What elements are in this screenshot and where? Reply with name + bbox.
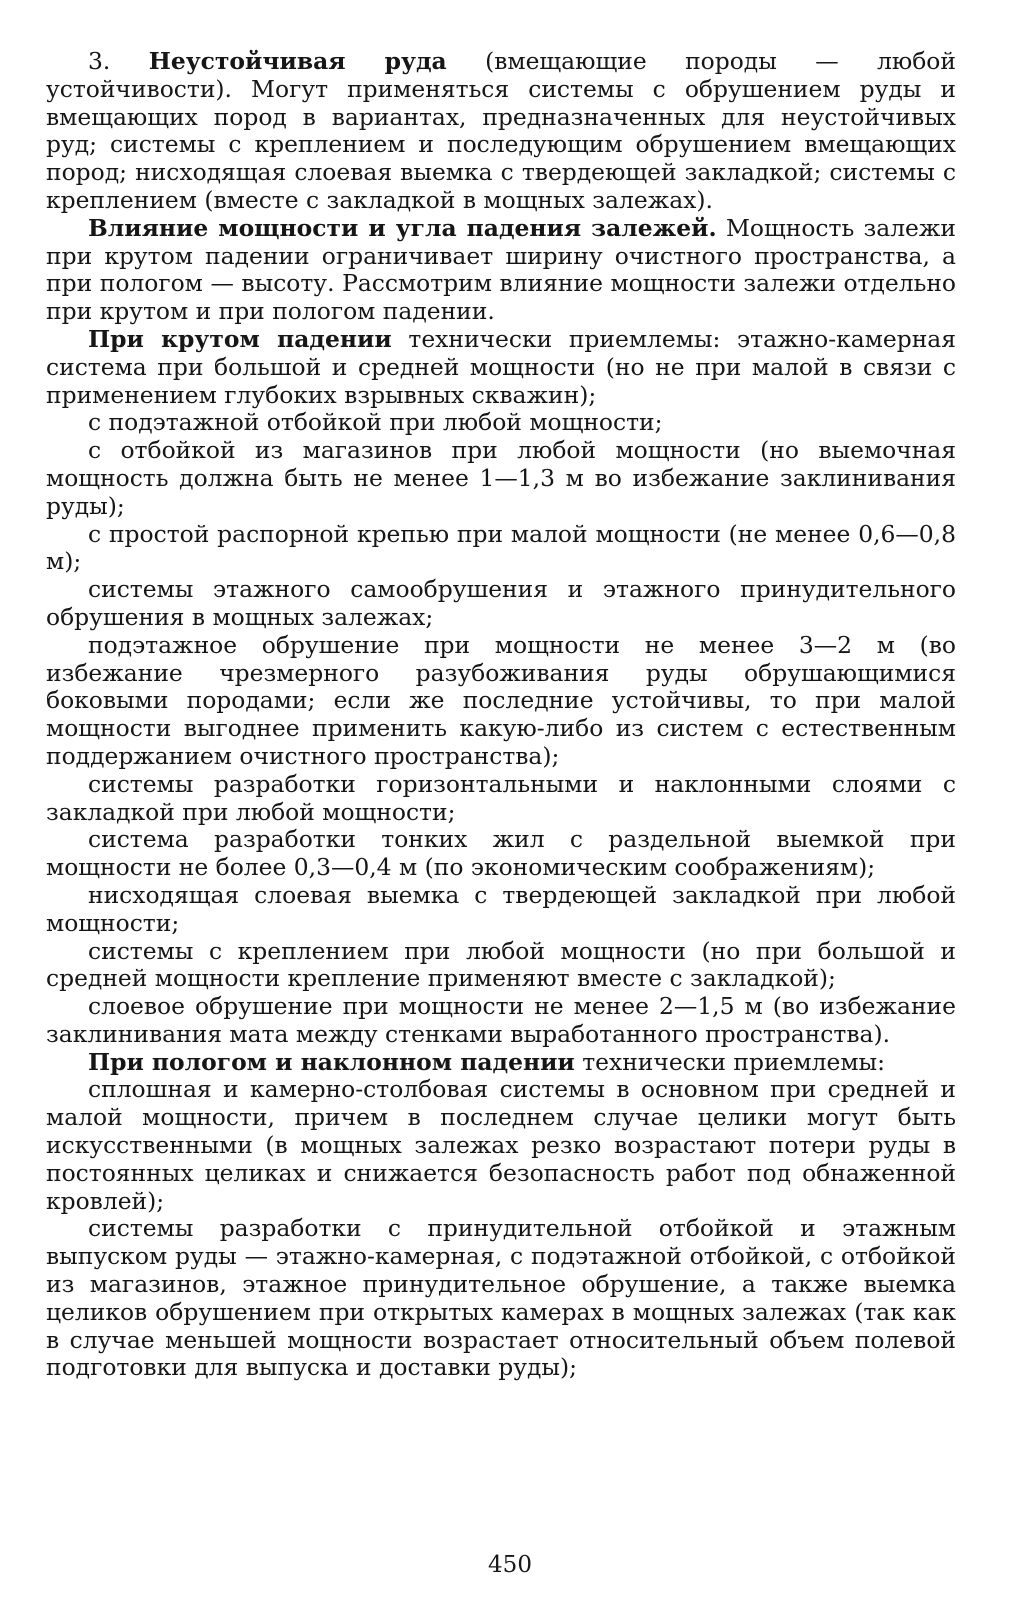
list-item: подэтажное обрушение при мощности не менее 3—2 м (во избежание чрезмерного разубоживания руды обрушающимися боковыми породами; если же последние устойчивы, то при малой мощности выгоднее применить какую-либо из систем с естественным поддержанием очистного пространства); (46, 630, 956, 770)
list-item: с подэтажной отбойкой при любой мощности; (88, 408, 663, 437)
list-item: слоевое обрушение при мощности не менее 2—1,5 м (во избежание заклинивания мата между стенками выработанного пространства). (46, 992, 956, 1048)
paragraph (46, 326, 956, 409)
paragraph (46, 215, 956, 326)
page-body (46, 48, 956, 1382)
list-item: с отбойкой из магазинов при любой мощности (но выемочная мощность должна быть не менее 1—1,3 м во избежание заклинивания руды); (46, 436, 956, 520)
paragraph (46, 48, 956, 215)
paragraph-heading: При крутом падении (88, 324, 392, 353)
list-item: системы разработки с принудительной отбойкой и этажным выпуском руды — этажно-камерная, с подэтажной отбойкой, с отбойкой из магазинов, этажное принудительное обрушение, а также выемка целиков обрушением при открытых камерах в мощных залежах (так как в случае меньшей мощности возрастает относительный объем полевой подготовки для выпуска и доставки руды); (46, 1214, 956, 1382)
paragraph-text: Мощность залежи при крутом падении ограничивает ширину очистного пространства, а при пологом — высоту. Рассмотрим влияние мощности залежи отдельно при крутом и при пологом падении. (46, 213, 957, 326)
page-number: 450 (488, 1552, 532, 1578)
list-item: нисходящая слоевая выемка с твердеющей закладкой при любой мощности; (46, 880, 956, 937)
list-item: с простой распорной крепью при малой мощности (не менее 0,6—0,8 м); (46, 519, 956, 576)
paragraph-number: 3. (88, 47, 149, 75)
paragraph (46, 1049, 956, 1077)
list-item: системы разработки горизонтальными и наклонными слоями с закладкой при любой мощности; (46, 769, 956, 826)
paragraph-heading: Влияние мощности и угла падения залежей. (88, 213, 717, 242)
paragraph-heading: Неустойчивая руда (148, 47, 447, 75)
list-item: системы с креплением при любой мощности (но при большой и средней мощности крепление применяют вместе с закладкой); (46, 936, 956, 993)
paragraph-text: (вмещающие породы — любой устойчивости). Могут применяться системы с обрушением руды и вмещающих пород в вариантах, предназначенных для неустойчивых руд; системы с креплением и последующим обрушением вмещающих пород; нисходящая слоевая выемка с твердеющей закладкой; системы с креплением (вместе с закладкой в мощных залежах). (46, 47, 956, 214)
paragraph-text: технически приемлемы: этажно-камерная система при большой и средней мощности (но не при малой в связи с применением глубоких взрывных скважин); (46, 324, 957, 409)
list-item: система разработки тонких жил с раздельной выемкой при мощности не более 0,3—0,4 м (по экономическим соображениям); (46, 825, 956, 882)
list-item: сплошная и камерно-столбовая системы в основном при средней и малой мощности, причем в последнем случае целики могут быть искусственными (в мощных залежах резко возрастают потери руды в постоянных целиках и снижается безопасность работ под обнаженной кровлей); (46, 1075, 956, 1215)
paragraph-heading: При пологом и наклонном падении (88, 1047, 575, 1076)
paragraph-text: технически приемлемы: (574, 1047, 886, 1076)
list-item: системы этажного самообрушения и этажного принудительного обрушения в мощных залежах; (46, 575, 956, 631)
